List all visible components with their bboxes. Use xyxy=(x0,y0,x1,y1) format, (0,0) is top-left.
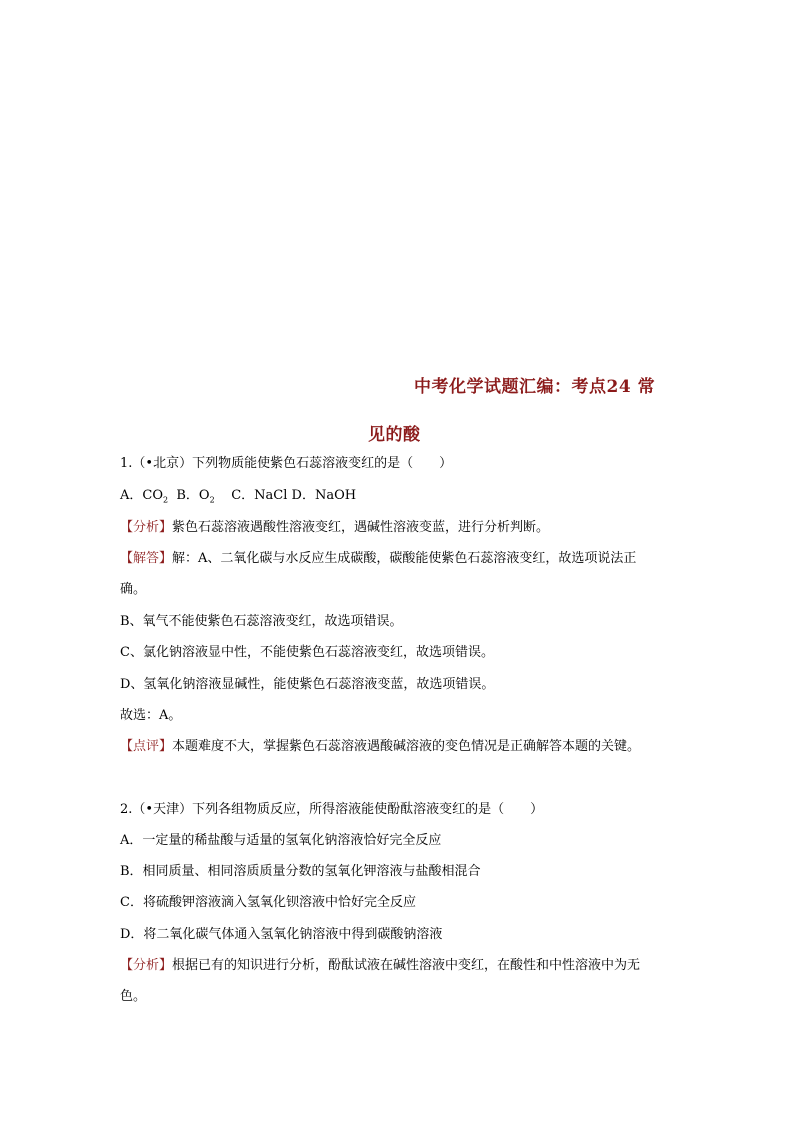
q1-answer-d: D、氢氧化钠溶液显碱性，能使紫色石蕊溶液变蓝，故选项错误。 xyxy=(120,677,495,692)
q1-answer-c: C、氯化钠溶液显中性，不能使紫色石蕊溶液变红，故选项错误。 xyxy=(120,645,494,660)
q1-option-a: A．$CO_2$ xyxy=(120,488,169,505)
analysis-tag: 【分析】 xyxy=(120,520,173,535)
q1-comment: 【点评】本题难度不大，掌握紫色石蕊溶液遇酸碱溶液的变色情况是正确解答本题的关键。 xyxy=(120,739,641,754)
q2-option-a: A．一定量的稀盐酸与适量的氢氧化钠溶液恰好完全反应 xyxy=(120,833,442,848)
page-title-line1: 中考化学试题汇编：考点24 常 xyxy=(414,377,656,397)
q2-stem: 2.（•天津）下列各组物质反应，所得溶液能使酚酞溶液变红的是（ ） xyxy=(120,802,544,817)
page-title-line2: 见的酸 xyxy=(368,425,421,445)
q2-option-b: B．相同质量、相同溶质质量分数的氢氧化钾溶液与盐酸相混合 xyxy=(120,864,481,879)
q2-option-c: C．将硫酸钾溶液滴入氢氧化钡溶液中恰好完全反应 xyxy=(120,895,416,910)
analysis-tag: 【分析】 xyxy=(120,958,173,973)
q1-answer-b: B、氧气不能使紫色石蕊溶液变红，故选项错误。 xyxy=(120,614,403,629)
q1-option-d: D．NaOH xyxy=(291,488,357,503)
q1-choice: 故选：A。 xyxy=(120,708,182,723)
q1-answer-line1: 【解答】解：A、二氧化碳与水反应生成碳酸，碳酸能使紫色石蕊溶液变红，故选项说法正 xyxy=(120,551,637,566)
answer-tag: 【解答】 xyxy=(120,551,173,566)
q1-analysis: 【分析】紫色石蕊溶液遇酸性溶液变红，遇碱性溶液变蓝，进行分析判断。 xyxy=(120,520,550,535)
q1-options xyxy=(120,488,356,509)
q1-option-b: B．$O_2$ xyxy=(176,488,215,505)
q2-analysis-line2: 色。 xyxy=(120,989,147,1004)
q2-analysis-line1: 【分析】根据已有的知识进行分析，酚酞试液在碱性溶液中变红，在酸性和中性溶液中为无 xyxy=(120,958,641,973)
q1-stem: 1.（•北京）下列物质能使紫色石蕊溶液变红的是（ ） xyxy=(120,456,453,471)
comment-tag: 【点评】 xyxy=(120,739,173,754)
q2-option-d: D．将二氧化碳气体通入氢氧化钠溶液中得到碳酸钠溶液 xyxy=(120,927,443,942)
q1-option-c: C．NaCl xyxy=(231,488,288,503)
q1-answer-line2: 确。 xyxy=(120,582,147,597)
